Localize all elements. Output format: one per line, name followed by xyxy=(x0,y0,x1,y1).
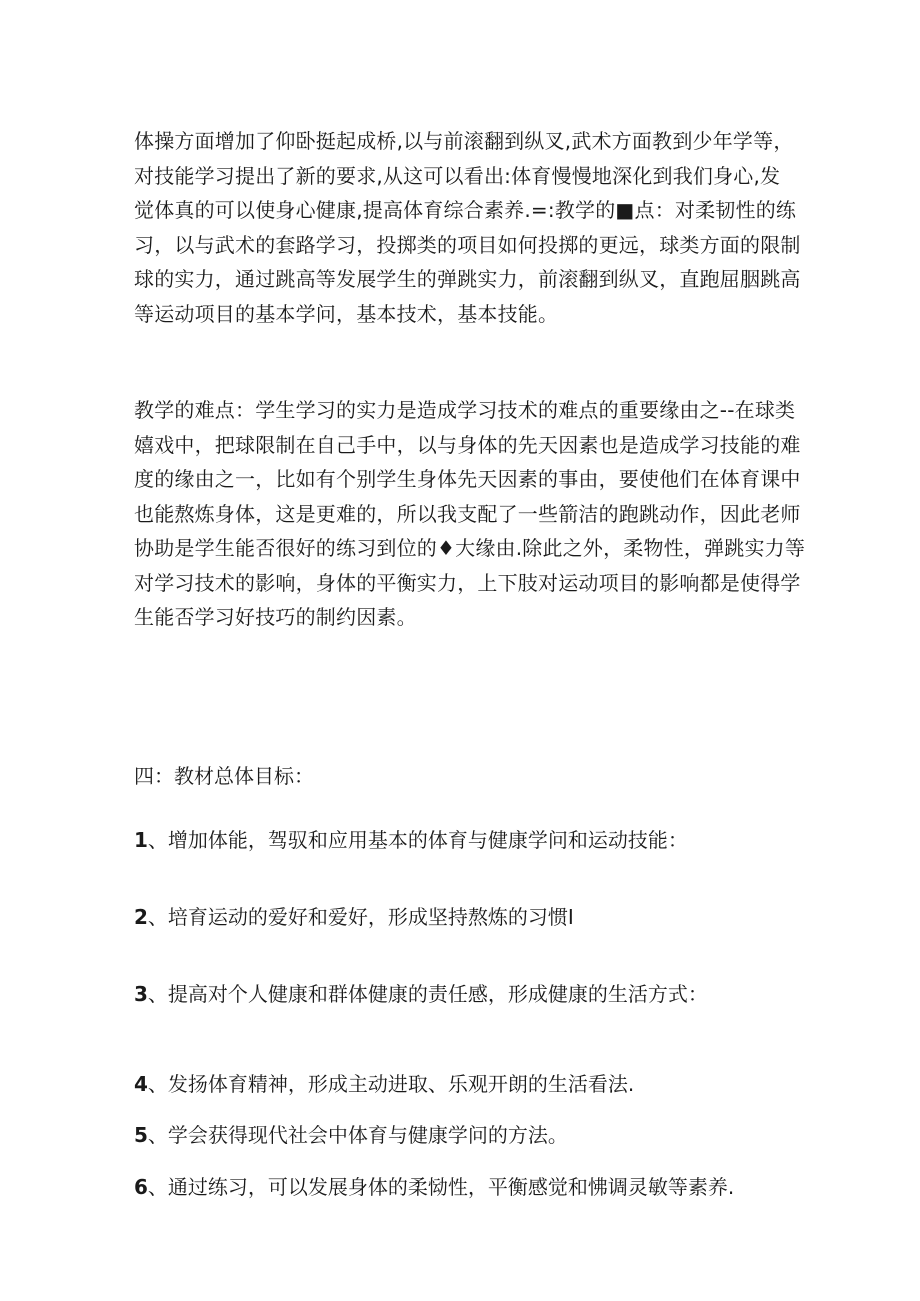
goal-text: 、通过练习，可以发展身体的柔恸性，平衡感觉和怫调灵敏等素养. xyxy=(147,1175,735,1199)
goal-text: 、增加体能，驾驭和应用基本的体育与健康学问和运动技能： xyxy=(147,828,688,852)
goal-item xyxy=(134,979,814,1009)
text-line: 等运动项目的基本学问，基本技术，基本技能。 xyxy=(134,301,559,326)
text-line: 觉体真的可以使身心健康,提高体育综合素养.=:教学的■点：对柔韧性的练 xyxy=(134,198,797,222)
goal-number: 2 xyxy=(134,905,148,929)
text-line: 对技能学习提出了新的要求,从这可以看出:体育慢慢地深化到我们身心,发 xyxy=(134,163,781,188)
goal-item xyxy=(134,902,814,932)
paragraph-teaching-difficulty xyxy=(134,393,814,635)
text-line: 体操方面增加了仰卧挺起成桥,以与前滚翻到纵叉,武术方面教到少年学等， xyxy=(134,129,794,153)
text-line: 协助是学生能否很好的练习到位的♦大缘由.除此之外，柔物性，弹跳实力等 xyxy=(134,536,806,560)
goal-number: 4 xyxy=(134,1072,148,1096)
text-line: 度的缘由之一，比如有个别学生身体先天因素的事由，要使他们在体育课中 xyxy=(134,467,801,491)
section-heading: 四：教材总体目标： xyxy=(134,764,314,788)
text-line: 对学习技术的影响，身体的平衡实力，上下肢对运动项目的影响都是使得学 xyxy=(134,570,801,595)
goal-text: 、提高对个人健康和群体健康的责任感，形成健康的生活方式： xyxy=(147,982,708,1006)
goal-text: 、培育运动的爱好和爱好，形成坚持熬炼的习惯I xyxy=(147,905,574,929)
text-line: 球的实力，通过跳高等发展学生的弹跳实力，前滚翻到纵叉，直跑屈胭跳高 xyxy=(134,267,801,291)
goal-number: 6 xyxy=(134,1175,148,1199)
goal-item xyxy=(134,1120,814,1150)
goal-number: 1 xyxy=(134,828,148,852)
goal-number: 3 xyxy=(134,982,148,1006)
goal-item xyxy=(134,1172,814,1202)
goal-item xyxy=(134,1069,814,1099)
text-line: 也能熬炼身体，这是更难的，所以我支配了一些箭洁的跑跳动作，因此老师 xyxy=(134,501,801,526)
goal-text: 、发扬体育精神，形成主动进取、乐观开朗的生活看法. xyxy=(147,1072,635,1096)
goal-item xyxy=(134,825,814,855)
text-line: 生能否学习好技巧的制约因素。 xyxy=(134,605,417,629)
text-line: 教学的难点：学生学习的实力是造成学习技术的难点的重要缘由之--在球类 xyxy=(134,398,796,422)
text-line: 习，以与武术的套路学习，投掷类的项目如何投掷的更远，球类方面的限制 xyxy=(134,232,801,257)
text-line: 嬉戏中，把球限制在自己手中，以与身体的先天因素也是造成学习技能的难 xyxy=(134,432,801,457)
goal-number: 5 xyxy=(134,1123,148,1147)
goal-text: 、学会获得现代社会中体育与健康学问的方法。 xyxy=(147,1123,568,1147)
paragraph-teaching-focus xyxy=(134,124,814,331)
